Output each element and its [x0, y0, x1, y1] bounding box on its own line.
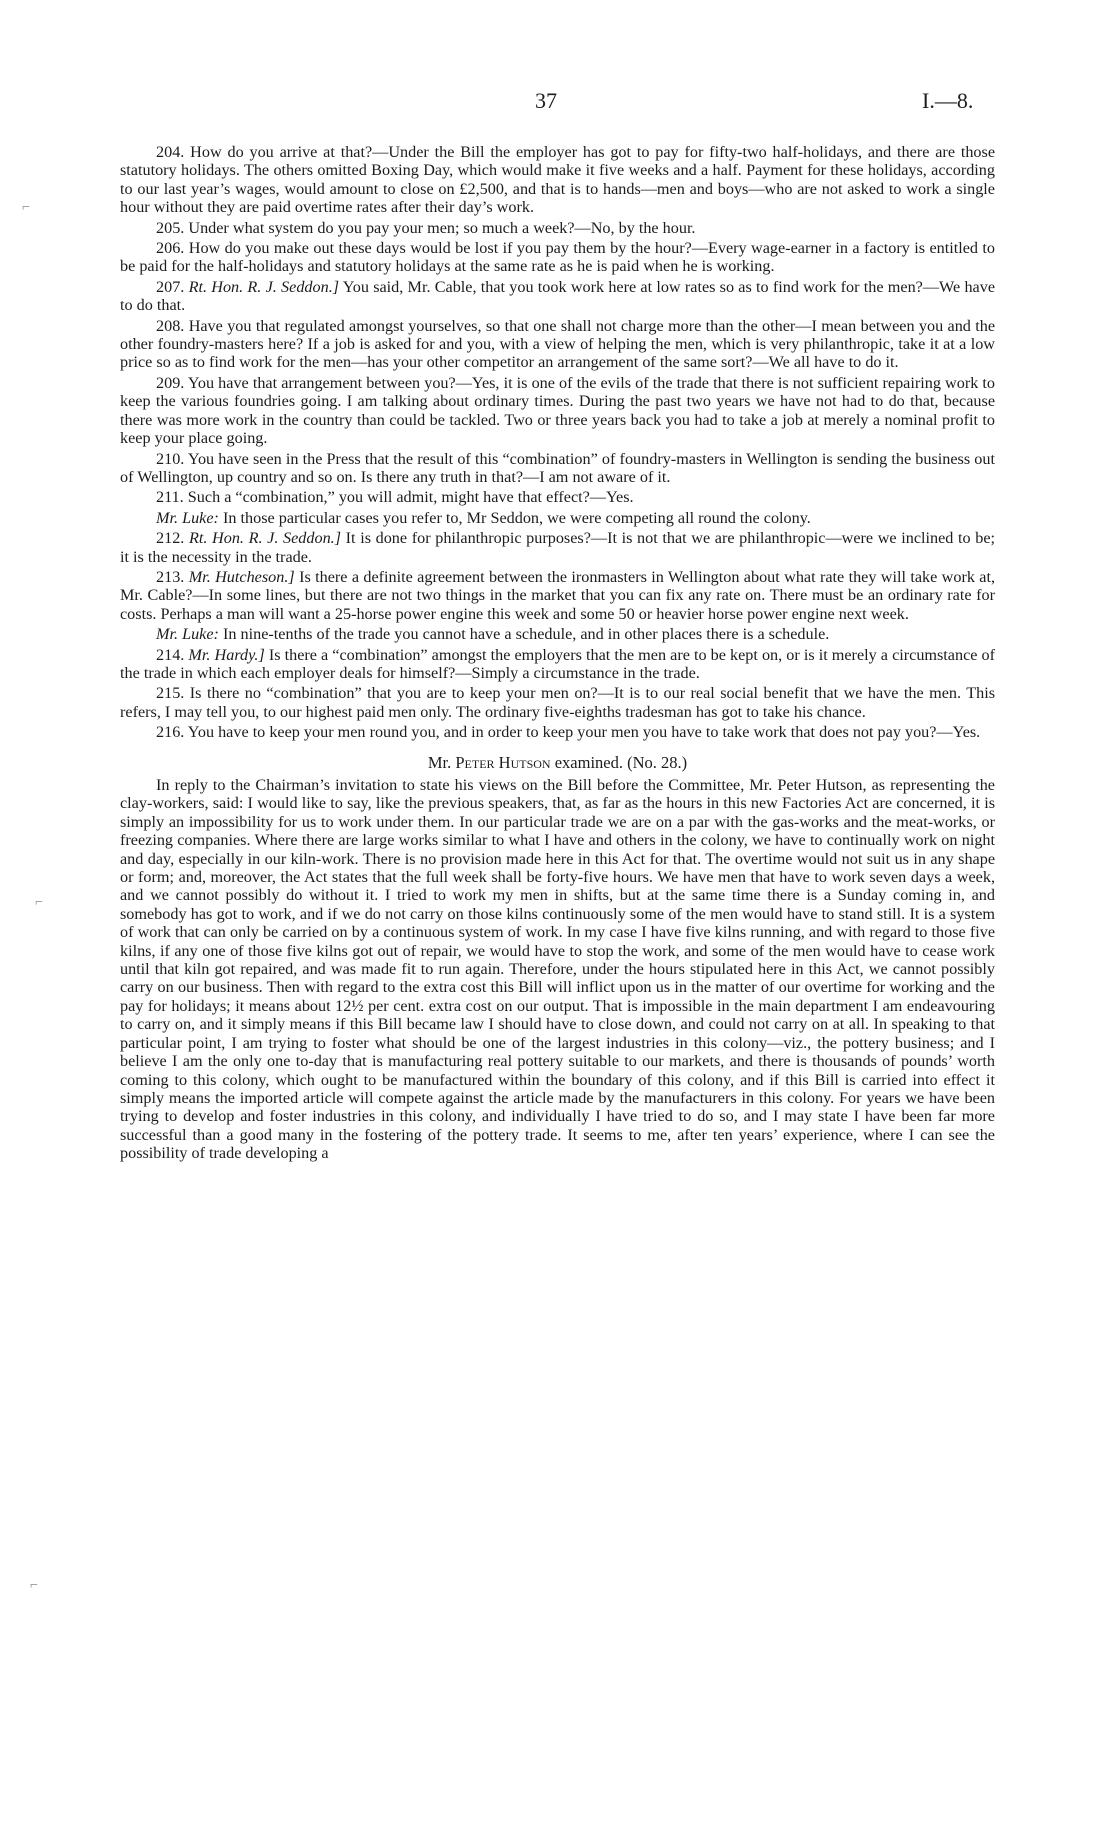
- question-number: 204.: [156, 143, 185, 161]
- testimony-paragraph: [120, 646, 995, 683]
- question-number: 208.: [156, 316, 185, 335]
- question-number: 211.: [156, 488, 184, 507]
- testimony-text: You said, Mr. Cable, that you took work here at low rates so as to find work for the men?—We have to do that.: [120, 277, 995, 315]
- witness-name: Peter Hutson: [455, 752, 551, 772]
- testimony-paragraph: [120, 529, 995, 566]
- testimony-paragraph: [120, 684, 995, 721]
- testimony-list: [120, 143, 995, 742]
- question-number: 205.: [156, 218, 185, 237]
- testimony-text: It is done for philanthropic purposes?—It is not that we are philanthropic—were we inclined to be; it is the necessity in the trade.: [120, 529, 996, 566]
- heading-suffix: examined.: [554, 752, 623, 772]
- testimony-text: How do you arrive at that?—Under the Bill the employer has got to pay for fifty-two half-holidays, and there are those statutory holidays. The others omitted Boxing Day, which would make it five weeks and a half. Payment for these holidays, according to our last year’s wages, would amount to close on £2,500, and that is to hands—men and boys—who are not asked to work a single hour without they are paid overtime rates after their day’s work.: [120, 143, 995, 217]
- testimony-paragraph: [120, 568, 995, 623]
- testimony-paragraph: [120, 625, 995, 643]
- testimony-paragraph: [120, 509, 995, 527]
- section-heading: [120, 754, 995, 772]
- question-number: 206.: [156, 239, 185, 258]
- speaker-name: Rt. Hon. R. J. Seddon.]: [188, 277, 340, 296]
- question-number: 214.: [156, 645, 185, 664]
- testimony-paragraph: [120, 143, 995, 217]
- testimony-paragraph: [120, 723, 995, 741]
- page-header: [0, 88, 1114, 118]
- page-number: 37: [535, 88, 557, 113]
- testimony-text: Is there no “combination” that you are to keep your men on?—It is to our real social benefit that we have the men. This refers, I may tell you, to our highest paid men only. The ordinary five-eighths tradesman has got to take his chance.: [120, 684, 996, 721]
- testimony-text: Such a “combination,” you will admit, might have that effect?—Yes.: [187, 488, 634, 507]
- speaker-name: Mr. Luke:: [156, 625, 219, 644]
- testimony-paragraph: [120, 374, 995, 448]
- testimony-text: In those particular cases you refer to, Mr Seddon, we were competing all round the colony.: [223, 508, 811, 527]
- testimony-paragraph: [120, 488, 995, 506]
- testimony-text: You have to keep your men round you, and in order to keep your men you have to take work that does not pay you?—Yes.: [187, 723, 981, 742]
- speaker-name: Mr. Hutcheson.]: [188, 567, 295, 586]
- question-number: 215.: [156, 684, 185, 703]
- heading-prefix: Mr.: [427, 752, 452, 772]
- testimony-paragraph: [120, 450, 995, 487]
- margin-mark-icon: ⌐: [35, 895, 43, 910]
- heading-number: (No. 28.): [627, 752, 688, 772]
- testimony-text: Is there a “combination” amongst the employers that the men are to be kept on, or is it merely a circumstance of the trade in which each employer deals for himself?—Simply a circumstance in the trade.: [120, 645, 996, 682]
- testimony-text: Under what system do you pay your men; so much a week?—No, by the hour.: [188, 218, 696, 237]
- testimony-text: In nine-tenths of the trade you cannot have a schedule, and in other places there is a schedule.: [223, 625, 830, 644]
- question-number: 209.: [156, 373, 185, 392]
- testimony-text: You have seen in the Press that the result of this “combination” of foundry-masters in Wellington is sending the business out of Wellington, up country and so on. Is there any truth in that?—I am not aware of it.: [120, 449, 995, 486]
- question-number: 216.: [156, 723, 185, 742]
- testimony-text: You have that arrangement between you?—Yes, it is one of the evils of the trade that there is not sufficient repairing work to keep the various foundries going. I am talking about ordinary times. During the past two years we have not had to do that, because there was more work in the country than could be tackled. Two or three years back you had to take a job at merely a nominal profit to keep your place going.: [120, 373, 995, 448]
- document-body: [120, 141, 995, 1163]
- testimony-text: How do you make out these days would be lost if you pay them by the hour?—Every wage-earner in a factory is entitled to be paid for the half-holidays and statutory holidays at the same rate as he is paid when he is working.: [120, 239, 996, 276]
- margin-mark-icon: ⌐: [30, 1578, 38, 1593]
- testimony-text: Have you that regulated amongst yourselves, so that one shall not charge more than the other—I mean between you and the other foundry-masters here? If a job is asked for and you, with a view of helping the men, which is very philanthropic, take it at a low price so as to find work for the men—has your other competitor an arrangement of the same sort?—We all have to do it.: [120, 316, 996, 372]
- testimony-paragraph: [120, 278, 995, 315]
- question-number: 213.: [156, 567, 185, 586]
- question-number: 212.: [156, 529, 185, 548]
- testimony-paragraph: [120, 239, 995, 276]
- speaker-name: Mr. Hardy.]: [188, 645, 265, 664]
- document-reference: I.—8.: [922, 88, 974, 113]
- testimony-paragraph: [120, 219, 995, 237]
- speaker-name: Mr. Luke:: [156, 508, 219, 527]
- witness-statement: In reply to the Chairman’s invitation to state his views on the Bill before the Committee, Mr. Peter Hutson, as representing the clay-workers, said: I would like to say, like the previous speakers, that, as far as the hours in this new Factories Act are concerned, it is simply an impossibility for us to work under them. In our particular trade we are on a par with the gas-works and the meat-works, or freezing companies. Where there are large works similar to what I have and others in the colony, we have to continually work on night and day, especially in our kiln-work. There is no provision made here in this Act for that. The overtime would not suit us in any shape or form; and, moreover, the Act states that the full week shall be forty-five hours. We have men that have to work seven days a week, and we cannot possibly do without it. I tried to work my men in shifts, but at the same time there is a Sunday coming in, and somebody has got to work, and if we do not carry on those kilns continuously some of the men would have to stand still. It is a system of work that can only be carried on by a continuous system of work. In my case I have five kilns running, and with regard to those five kilns, if any one of those five kilns got out of repair, we would have to stop the work, and some of the men would have to cease work until that kiln got repaired, and was made fit to run again. Therefore, under the hours stipulated here in this Act, we cannot possibly carry on our business. Then with regard to the extra cost this Bill will inflict upon us in the matter of our overtime for working and the pay for holidays; it means about 12½ per cent. extra cost on our output. That is impossible in the main department I am endeavouring to carry on, and it simply means if this Bill became law I should have to close down, and could not carry on at all. In speaking to that particular point, I am trying to foster what should be one of the largest industries in this colony—viz., the pottery business; and I believe I am the only one to-day that is manufacturing real pottery suitable to our markets, and there is thousands of pounds’ worth coming to this colony, which ought to be manufactured within the boundary of this colony, and if this Bill is carried into effect it simply means the imported article will compete against the article made by the manufacturers in this colony. For years we have been trying to develop and foster industries in this colony, and individually I have tried to do so, and I may state I have been far more successful than a good many in the fostering of the pottery trade. It seems to me, after ten years’ experience, where I can see the possibility of trade developing a: [120, 776, 995, 1163]
- testimony-text: Is there a definite agreement between the ironmasters in Wellington about what rate they will take work at, Mr. Cable?—In some lines, but there are not two things in the market that you can fix any rate on. There must be an ordinary rate for costs. Perhaps a man will want a 25-horse power engine this week and some 50 or heavier horse power engine next week.: [120, 567, 996, 623]
- testimony-paragraph: [120, 317, 995, 372]
- question-number: 207.: [156, 277, 185, 296]
- question-number: 210.: [156, 449, 185, 468]
- speaker-name: Rt. Hon. R. J. Seddon.]: [188, 529, 342, 548]
- margin-mark-icon: ⌐: [22, 200, 30, 215]
